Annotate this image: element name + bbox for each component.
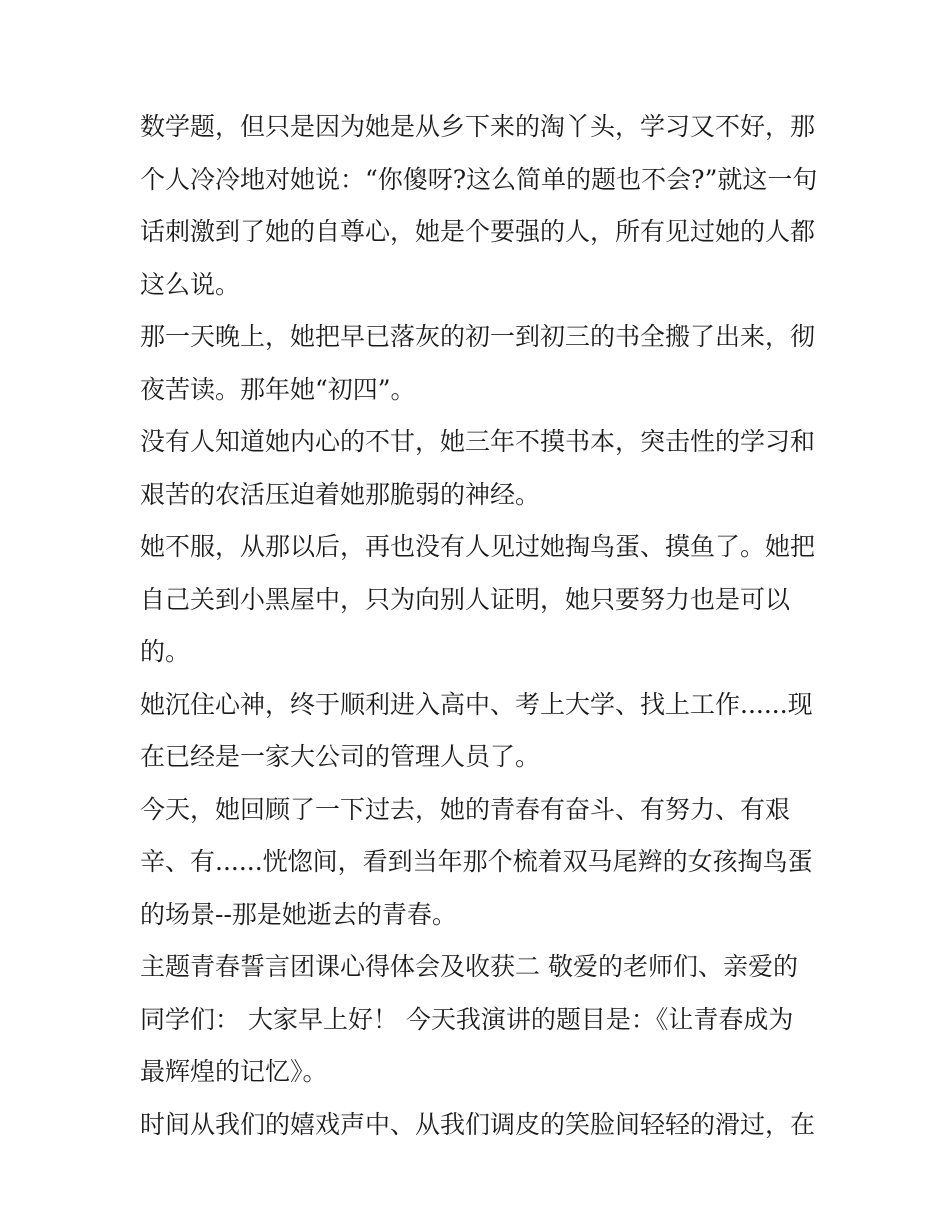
text-line: 那一天晚上，她把早已落灰的初一到初三的书全搬了出来，彻 — [140, 322, 816, 351]
text-line: 这么说。 — [140, 269, 241, 299]
text-line: 没有人知道她内心的不甘，她三年不摸书本，突击性的学习和 — [140, 427, 816, 456]
text-line: 艰苦的农活压迫着她那脆弱的神经。 — [140, 479, 541, 509]
text-line: 今天，她回顾了一下过去，她的青春有奋斗、有努力、有艰 — [140, 794, 791, 824]
text-line: 时间从我们的嬉戏声中、从我们调皮的笑脸间轻轻的滑过，在 — [140, 1109, 816, 1139]
text-line: 辛、有......恍惚间，看到当年那个梳着双马尾辫的女孩掏鸟蛋 — [140, 847, 813, 876]
text-line: 同学们： 大家早上好！ 今天我演讲的题目是：《让青春成为 — [140, 1004, 794, 1034]
text-line: 的场景--那是她逝去的青春。 — [140, 899, 457, 929]
body-text — [140, 101, 820, 1151]
text-line: 在已经是一家大公司的管理人员了。 — [140, 742, 541, 771]
text-line: 个人冷冷地对她说：“你傻呀?这么简单的题也不会?”就这一句 — [140, 164, 818, 194]
text-line: 自己关到小黑屋中，只为向别人证明，她只要努力也是可以 — [140, 584, 791, 614]
text-line: 主题青春誓言团课心得体会及收获二 敬爱的老师们、亲爱的 — [140, 952, 798, 981]
text-line: 最辉煌的记忆》。 — [140, 1057, 328, 1086]
text-line: 数学题，但只是因为她是从乡下来的淘丫头，学习又不好，那 — [140, 112, 816, 141]
text-line: 夜苦读。那年她“初四”。 — [140, 374, 416, 404]
text-line: 的。 — [140, 637, 191, 666]
text-line: 她不服，从那以后，再也没有人见过她掏鸟蛋、摸鱼了。她把 — [140, 532, 816, 561]
text-line: 她沉住心神，终于顺利进入高中、考上大学、找上工作......现 — [140, 689, 813, 719]
text-line: 话刺激到了她的自尊心，她是个要强的人，所有见过她的人都 — [140, 217, 816, 246]
